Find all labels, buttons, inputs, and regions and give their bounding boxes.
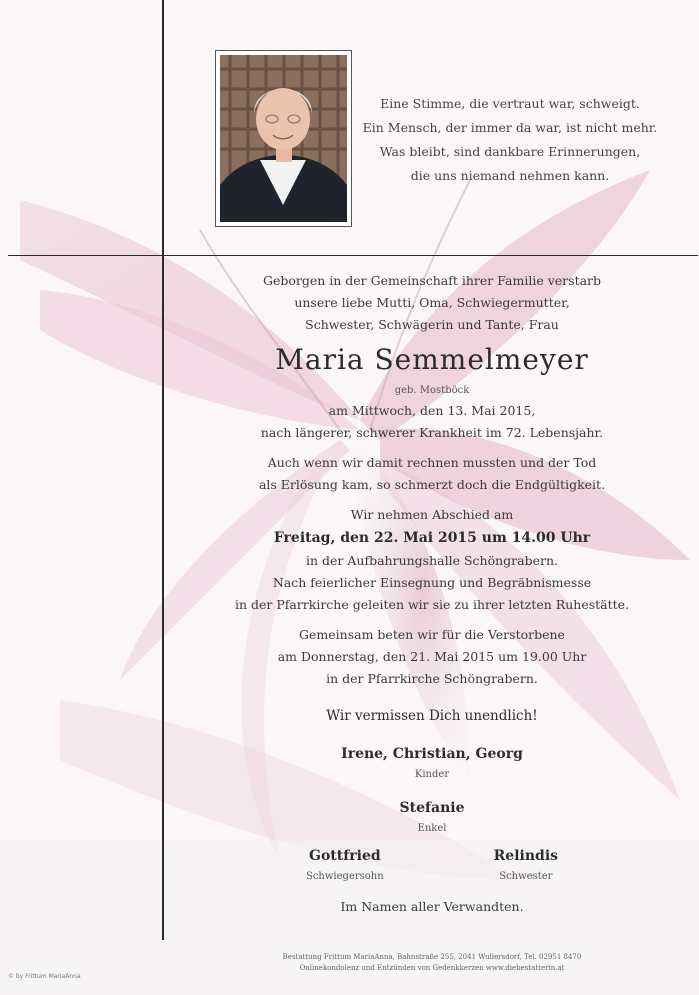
prayer-line: in der Pfarrkirche Schöngrabern. [326, 671, 538, 686]
sister-name: Relindis [493, 848, 559, 864]
prayer-line: Gemeinsam beten wir für die Verstorbene [299, 627, 565, 642]
portrait-photo [220, 55, 347, 222]
family-children-role: Kinder [414, 769, 450, 780]
missed-line: Wir vermissen Dich unendlich! [326, 708, 538, 724]
family-son-in-law [306, 844, 384, 886]
cross-horizontal-beam [8, 255, 698, 256]
prayer-line: am Donnerstag, den 21. Mai 2015 um 19.00 Uhr [277, 649, 587, 664]
cross-vertical-beam [162, 0, 164, 940]
family-grandchild-names: Stefanie [399, 800, 465, 816]
farewell-detail: in der Pfarrkirche geleiten wir sie zu ihrer letzten Ruhestätte. [234, 597, 630, 612]
intro-line: unsere liebe Mutti, Oma, Schwiegermutter, [294, 295, 570, 310]
quote-line: die uns niemand nehmen kann. [410, 168, 610, 183]
death-line: am Mittwoch, den 13. Mai 2015, [328, 403, 536, 418]
son-in-law-name: Gottfried [309, 848, 381, 864]
copyright-note: © by Frittum MariaAnna [8, 973, 81, 980]
farewell-detail: in der Aufbahrungshalle Schöngrabern. [306, 553, 558, 568]
deceased-name: Maria Semmelmeyer [275, 343, 589, 376]
intro-line: Geborgen in der Gemeinschaft ihrer Familie verstarb [262, 273, 602, 288]
reflection-line: Auch wenn wir damit rechnen mussten und der Tod [267, 455, 597, 470]
family-children-names: Irene, Christian, Georg [341, 746, 523, 762]
farewell-intro: Wir nehmen Abschied am [350, 507, 514, 522]
relatives-line: Im Namen aller Verwandten. [340, 899, 524, 914]
quote-line: Eine Stimme, die vertraut war, schweigt. [380, 96, 640, 111]
farewell-date: Freitag, den 22. Mai 2015 um 14.00 Uhr [273, 530, 591, 546]
reflection-line: als Erlösung kam, so schmerzt doch die Endgültigkeit. [258, 477, 606, 492]
quote-line: Ein Mensch, der immer da war, ist nicht mehr. [362, 120, 658, 135]
farewell-detail: Nach feierlicher Einsegnung und Begräbnismesse [272, 575, 592, 590]
intro-line: Schwester, Schwägerin und Tante, Frau [305, 317, 559, 332]
portrait-frame [215, 50, 352, 227]
footer-line: Onlinekondolenz und Entzünden von Gedenkkerzen www.diebestatterin.at [299, 964, 565, 972]
family-sister [494, 844, 558, 886]
birth-name: geb. Mostböck [394, 385, 470, 396]
funeral-home-footer [182, 952, 682, 974]
footer-line: Bestattung Frittum MariaAnna, Bahnstraße 255, 2041 Wullersdorf, Tel. 02951 8470 [282, 953, 582, 961]
family-grandchild-role: Enkel [417, 823, 447, 834]
death-line: nach längerer, schwerer Krankheit im 72. Lebensjahr. [260, 425, 604, 440]
sister-role: Schwester [499, 871, 553, 882]
memorial-quote [360, 92, 660, 188]
son-in-law-role: Schwiegersohn [305, 871, 384, 882]
quote-line: Was bleibt, sind dankbare Erinnerungen, [379, 144, 641, 159]
family-row [182, 844, 682, 886]
obituary-text [182, 270, 682, 918]
